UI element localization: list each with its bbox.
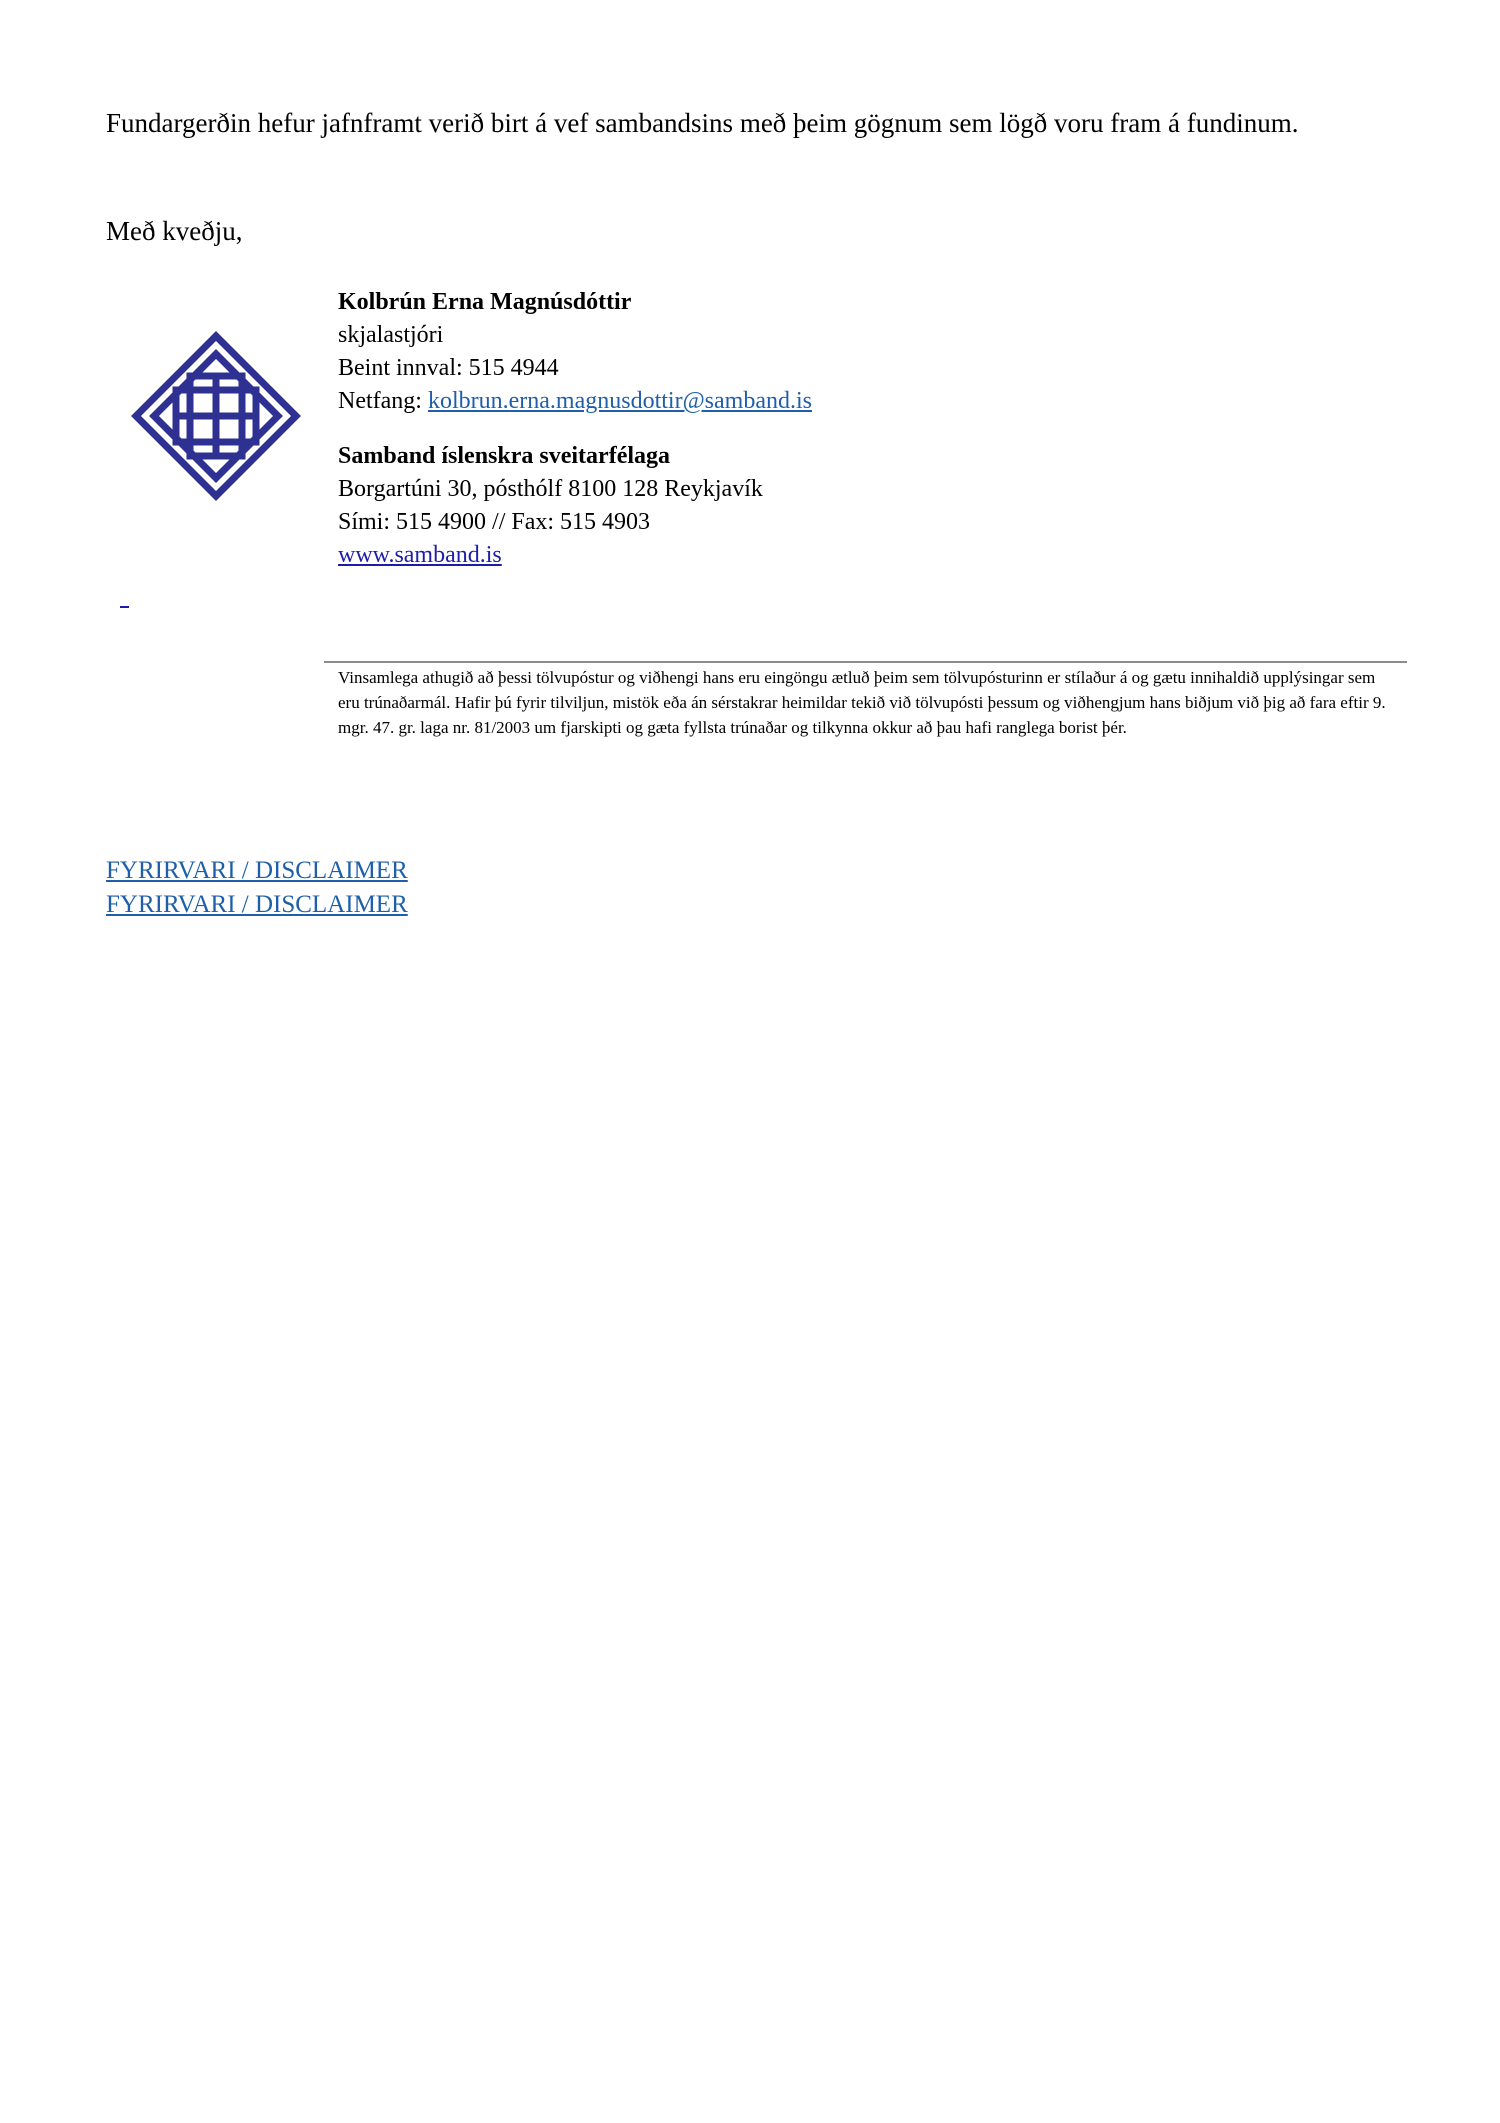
samband-logo-icon	[130, 330, 302, 502]
disclaimer-link-1	[106, 855, 408, 887]
disclaimer-link[interactable]: FYRIRVARI / DISCLAIMER	[106, 857, 408, 884]
signature-name: Kolbrún Erna Magnúsdóttir	[338, 289, 632, 315]
direct-line-number: 515 4944	[468, 355, 559, 381]
empty-link[interactable]	[120, 592, 129, 608]
divider	[324, 661, 1407, 663]
organization-address: Borgartúni 30, pósthólf 8100 128 Reykjavík	[338, 476, 763, 502]
website-line	[338, 539, 502, 572]
direct-line-label: Beint innval:	[338, 355, 469, 381]
greeting: Með kveðju,	[106, 216, 243, 246]
direct-line	[338, 352, 559, 385]
disclaimer-link[interactable]: FYRIRVARI / DISCLAIMER	[106, 891, 408, 918]
confidentiality-notice: Vinsamlega athugið að þessi tölvupóstur og viðhengi hans eru eingöngu ætluð þeim sem tölvupósturinn er stílaður á og gætu innihaldið upplýsingar sem eru trúnaðarmál. Hafir þú fyrir tilviljun, mistök eða án sérstakrar heimildar tekið við tölvupósti þessum og viðhengjum hans biðjum við þig að fara eftir 9. mgr. 47. gr. laga nr. 81/2003 um fjarskipti og gæta fyllsta trúnaðar og tilkynna okkur að þau hafi ranglega borist þér.	[338, 668, 1386, 737]
intro-paragraph: Fundargerðin hefur jafnframt verið birt á vef sambandsins með þeim gögnum sem lögð voru fram á fundinum.	[106, 108, 1299, 138]
organization-name: Samband íslenskra sveitarfélaga	[338, 443, 671, 469]
signature-title: skjalastjóri	[338, 322, 444, 348]
email-label: Netfang:	[338, 388, 428, 414]
website-link[interactable]: www.samband.is	[338, 542, 502, 568]
organization-phone-fax: Sími: 515 4900 // Fax: 515 4903	[338, 509, 651, 535]
samband-knot-icon	[130, 330, 302, 502]
email-link[interactable]: kolbrun.erna.magnusdottir@samband.is	[427, 388, 813, 414]
disclaimer-link-2	[106, 889, 408, 921]
email-line	[338, 385, 812, 418]
